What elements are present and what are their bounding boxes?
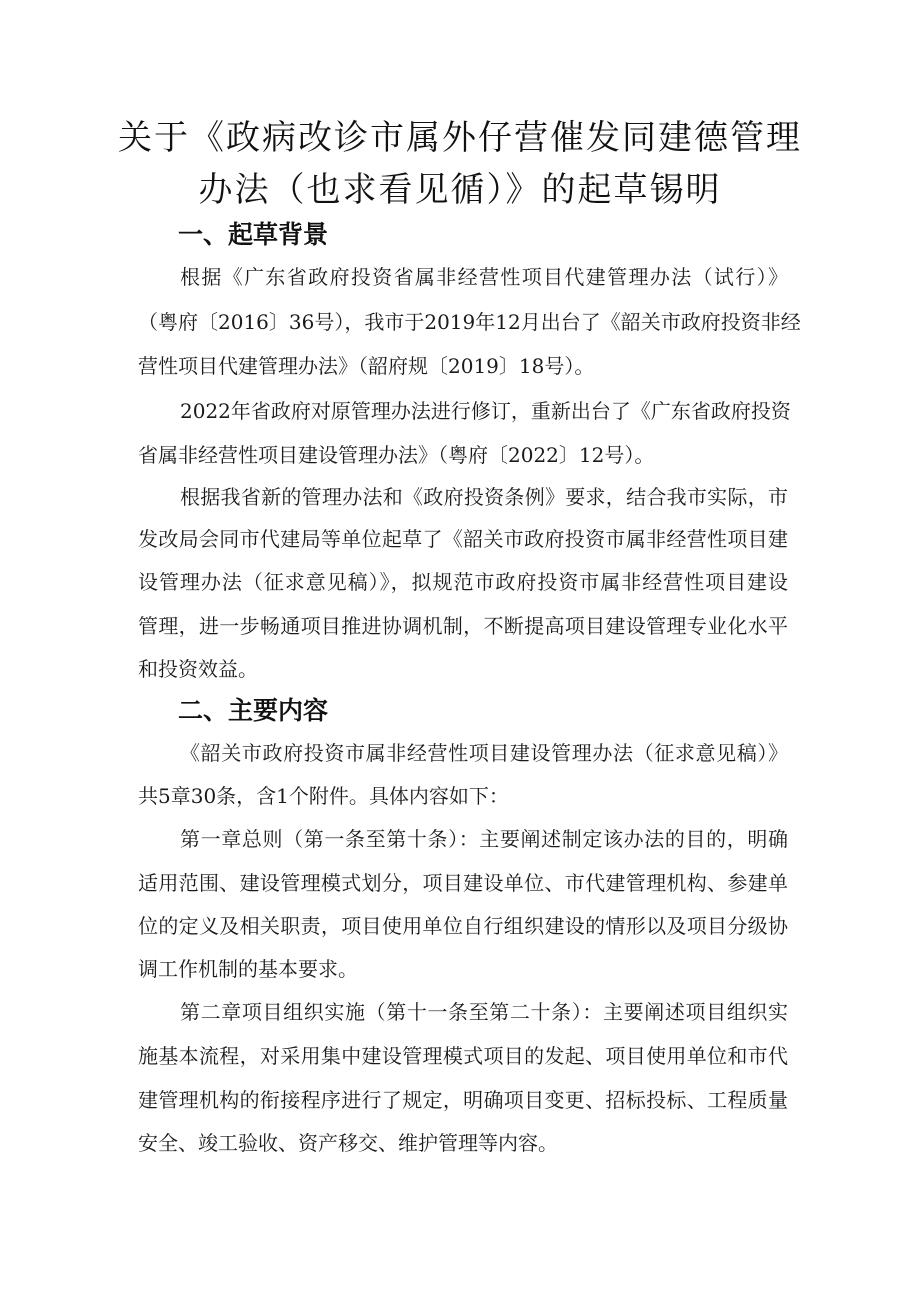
text-line: 2022年省政府对原管理办法进行修订，重新出台了《广东省政府投资 <box>180 399 791 423</box>
text-line: 营性项目代建管理办法》（韶府规〔2019〕18号）。 <box>138 354 595 378</box>
section-heading-background: 一、起草背景 <box>178 220 329 249</box>
text-line: 适用范围、建设管理模式划分，项目建设单位、市代建管理机构、参建单 <box>138 871 788 895</box>
text-line: 发改局会同市代建局等单位起草了《韶关市政府投资市属非经营性项目建 <box>138 527 788 551</box>
text-line: 共5章30条，含1个附件。具体内容如下： <box>138 784 509 808</box>
text-line: 和投资效益。 <box>138 657 258 681</box>
text-line: 第一章总则（第一条至第十条）：主要阐述制定该办法的目的，明确 <box>180 827 788 851</box>
text-line: （粤府〔2016〕36号），我市于2019年12月出台了《韶关市政府投资非经 <box>138 310 801 334</box>
text-line: 调工作机制的基本要求。 <box>138 957 358 981</box>
text-line: 施基本流程，对采用集中建设管理模式项目的发起、项目使用单位和市代 <box>138 1044 788 1068</box>
text-line: 设管理办法（征求意见稿）》，拟规范市政府投资市属非经营性项目建设 <box>138 570 788 594</box>
text-line: 《韶关市政府投资市属非经营性项目建设管理办法（征求意见稿）》 <box>180 741 788 765</box>
text-line: 建管理机构的衔接程序进行了规定，明确项目变更、招标投标、工程质量 <box>138 1088 788 1112</box>
text-line: 第二章项目组织实施（第十一条至第二十条）：主要阐述项目组织实 <box>180 1000 788 1024</box>
text-line: 根据《广东省政府投资省属非经营性项目代建管理办法（试行）》 <box>180 265 788 289</box>
text-line: 位的定义及相关职责，项目使用单位自行组织建设的情形以及项目分级协 <box>138 914 788 938</box>
document-title-line-1: 关于《政病改诊市属外仔营催发同建德管理 <box>118 118 802 158</box>
text-line: 安全、竣工验收、资产移交、维护管理等内容。 <box>138 1131 558 1155</box>
text-line: 省属非经营性项目建设管理办法》（粤府〔2022〕12号）。 <box>138 443 655 467</box>
text-line: 管理，进一步畅通项目推进协调机制，不断提高项目建设管理专业化水平 <box>138 614 788 638</box>
document-title-line-2: 办法（也求看见循）》的起草锡明 <box>198 170 722 210</box>
section-heading-main-content: 二、主要内容 <box>178 696 329 725</box>
text-line: 根据我省新的管理办法和《政府投资条例》要求，结合我市实际，市 <box>180 485 788 509</box>
